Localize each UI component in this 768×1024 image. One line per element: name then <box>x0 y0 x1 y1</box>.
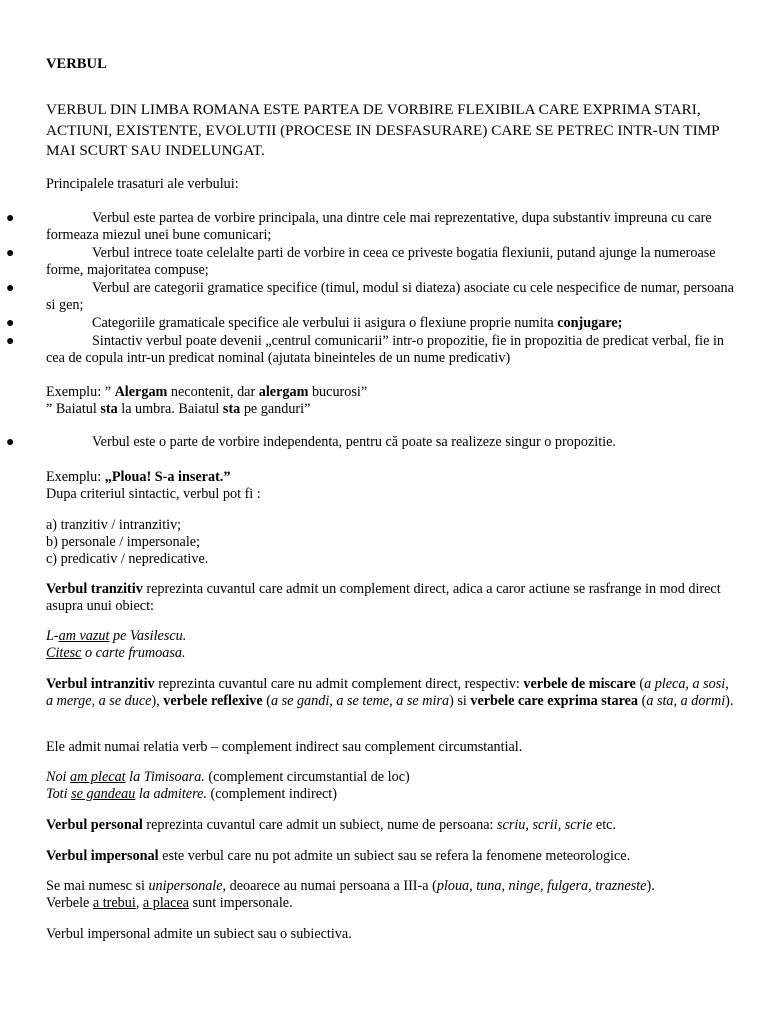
bullet-icon: ● <box>6 316 15 331</box>
bullet-icon: ● <box>6 211 15 226</box>
list-item: ● Verbul este partea de vorbire principala, una dintre cele mai reprezentative, dupa substantiv impreuna cu care formeaza miezul unei bune comunicari; <box>6 210 712 243</box>
example-line: Exemplu: „Ploua! S-a inserat.” <box>46 469 231 485</box>
example-line: Toti se gandeau la admitere. (complement indirect) <box>46 786 337 802</box>
list-item: a) tranzitiv / intranzitiv; <box>46 517 182 533</box>
example-line: Citesc o carte frumoasa. <box>46 645 186 661</box>
independence-list <box>6 434 736 452</box>
traits-list <box>6 210 736 368</box>
intranzitiv-paragraph: Verbul intranzitiv reprezinta cuvantul care nu admit complement direct, respectiv: verbele de miscare (a pleca, a sosi, a merge, a se duce), verbele reflexive (a se gandi, a se teme, a se mira) si verbele care exprima starea (a sta, a dormi). <box>46 676 734 709</box>
traits-heading: Principalele trasaturi ale verbului: <box>46 176 239 192</box>
list-item: b) personale / impersonale; <box>46 534 201 550</box>
bullet-icon: ● <box>6 435 15 450</box>
list-item: ● Verbul are categorii gramatice specifice (timul, modul si diateza) asociate cu cele nespecifice de numar, persoana si gen; <box>6 280 734 313</box>
list-item: ● Sintactiv verbul poate devenii „centrul comunicarii” intr-o propozitie, fie in propozitia de predicat verbal, fie in cea de copula intr-un predicat nominal (ajutata bineinteles de un nume predicativ) <box>6 333 725 366</box>
final-line: Verbul impersonal admite un subiect sau o subiectiva. <box>46 926 352 942</box>
intro-paragraph: VERBUL DIN LIMBA ROMANA ESTE PARTEA DE VORBIRE FLEXIBILA CARE EXPRIMA STARI, ACTIUNI, EXISTENTE, EVOLUTII (PROCESE IN DESFASURARE) CARE SE PETREC INTR-UN TIMP MAI SCURT SAU INDELUNGAT. <box>46 101 720 159</box>
list-item: c) predicativ / nepredicative. <box>46 551 209 567</box>
example-line: Noi am plecat la Timisoara. (complement circumstantial de loc) <box>46 769 410 785</box>
relation-line: Ele admit numai relatia verb – complement indirect sau complement circumstantial. <box>46 739 523 755</box>
tranzitiv-paragraph: Verbul tranzitiv reprezinta cuvantul care admit un complement direct, adica a caror actiune se rasfrange in mod direct asupra unui obiect: <box>46 581 721 614</box>
personal-paragraph: Verbul personal reprezinta cuvantul care admit un subiect, nume de persoana: scriu, scrii, scrie etc. <box>46 817 617 833</box>
list-item: ● Verbul intrece toate celelalte parti de vorbire in ceea ce priveste bogatia flexiunii, putand ajunge la numeroase forme, majoritatea compuse; <box>6 245 716 278</box>
bullet-icon: ● <box>6 246 15 261</box>
example-line: Exemplu: ” Alergam necontenit, dar alergam bucurosi” <box>46 384 368 400</box>
impersonal-paragraph: Verbul impersonal este verbul care nu pot admite un subiect sau se refera la fenomene meteorologice. <box>46 848 631 864</box>
example-line: ” Baiatul sta la umbra. Baiatul sta pe ganduri” <box>46 401 311 417</box>
bullet-icon: ● <box>6 334 15 349</box>
list-item: ● Verbul este o parte de vorbire independenta, pentru că poate sa realizeze singur o propozitie. <box>6 434 616 450</box>
unipersonal-paragraph: Se mai numesc si unipersonale, deoarece au numai persoana a III-a (ploua, tuna, ninge, fulgera, trazneste). Verbele a trebui, a placea sunt impersonale. <box>46 878 655 911</box>
criteria-line: Dupa criteriul sintactic, verbul pot fi : <box>46 486 261 502</box>
document-title: VERBUL <box>46 56 107 72</box>
list-item: ● Categoriile gramaticale specifice ale verbului ii asigura o flexiune proprie numita conjugare; <box>6 315 623 331</box>
example-line: L-am vazut pe Vasilescu. <box>46 628 187 644</box>
bullet-icon: ● <box>6 281 15 296</box>
